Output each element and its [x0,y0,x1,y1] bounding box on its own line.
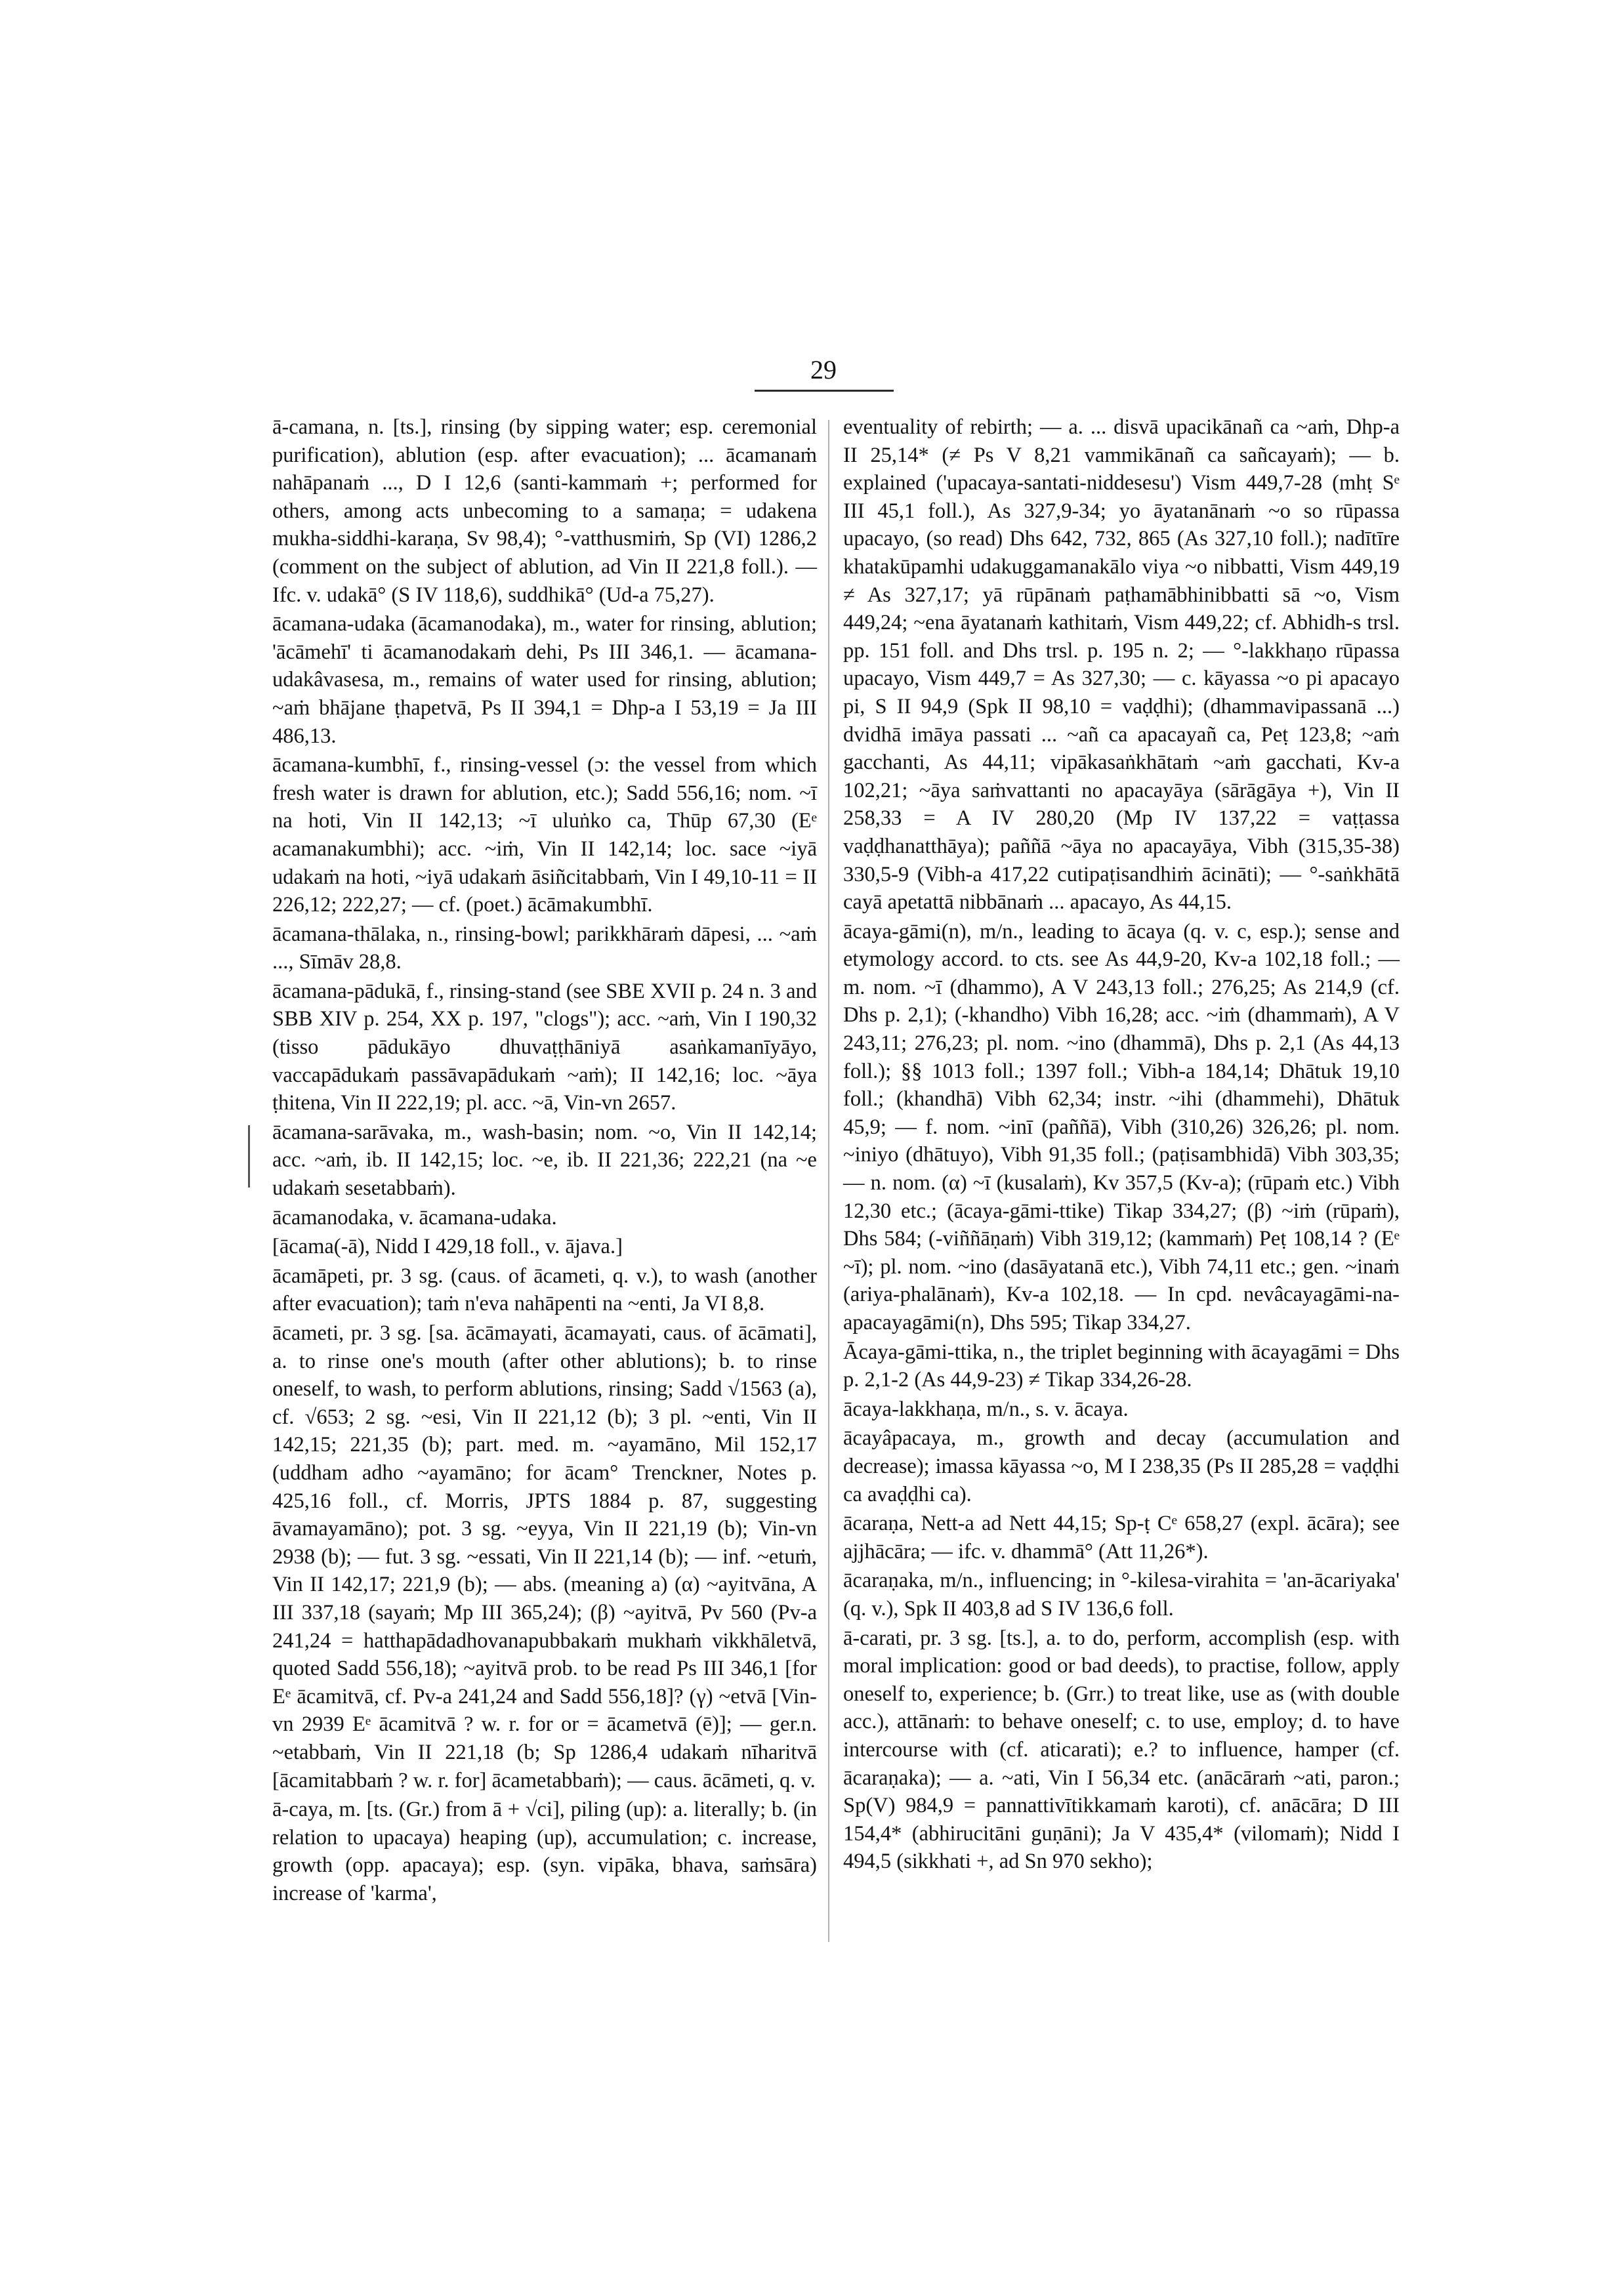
header-rule [755,390,894,392]
entry-acaya-lakkhana: ācaya-lakkhaṇa, m/n., s. v. ācaya. [843,1397,1129,1421]
entry-acarana: ācaraṇa, Nett-a ad Nett 44,15; Sp-ṭ Cᵉ 658,27 (expl. ācāra); see ajjhācāra; — ifc. v. dhammā° (Att 11,26*). [843,1512,1400,1563]
entry-acamana: ā-camana, n. [ts.], rinsing (by sipping water; esp. ceremonial purification), ablution (esp. after evacuation); ... ācamanaṁ nahāpanaṁ ..., D I 12,6 (santi-kammaṁ +; performed for others, among acts unbecoming to a samaṇa; = udakena mukha-siddhi-karaṇa, Sv 98,4); °-vatthusmiṁ, Sp (VI) 1286,2 (comment on the subject of ablution, ad Vin II 221,8 foll.). — Ifc. v. udakā° (S IV 118,6), suddhikā° (Ud-a 75,27). [272,415,817,607]
entry-acaranaka: ācaraṇaka, m/n., influencing; in °-kilesa-virahita = 'an-ācariyaka' (q. v.), Spk II 403,8 ad S IV 136,6 foll. [843,1569,1400,1621]
entry-acamana-kumbhi: ācamana-kumbhī, f., rinsing-vessel (ɔ: the vessel from which fresh water is drawn for ablution, etc.); Sadd 556,16; nom. ~ī na hoti, Vin II 142,13; ~ī uluṅko ca, Thūp 67,30 (Eᵉ acamanakumbhi); acc. ~iṁ, Vin II 142,14; loc. sace ~iyā udakaṁ na hoti, ~iyā udakaṁ āsiñcitabbaṁ, Vin I 49,10-11 = II 226,12; 222,27; — cf. (poet.) ācāmakumbhī. [272,753,817,917]
entry-a-carati: ā-carati, pr. 3 sg. [ts.], a. to do, perform, accomplish (esp. with moral implication: good or bad deeds), to practise, follow, apply oneself to, experience; b. (Grr.) to treat like, use as (with double acc.), attānaṁ: to behave oneself; c. to use, employ; d. to have intercourse with (cf. aticarati); e.? to influence, hamper (cf. ācaraṇaka); — a. ~ati, Vin I 56,34 etc. (anācāraṁ ~ati, paron.; Sp(V) 984,9 = pannattivītikkamaṁ karoti), cf. anācāra; D III 154,4* (abhirucitāni guṇāni); Ja V 435,4* (vilomaṁ); Nidd I 494,5 (sikkhati +, ad Sn 970 sekho); [843,1626,1400,1874]
entry-acamanodaka: ācamanodaka, v. ācamana-udaka. [272,1205,557,1230]
entry-acaya-gami-ttika: Ācaya-gāmi-ttika, n., the triplet beginning with ācayagāmi = Dhs p. 2,1-2 (As 44,9-23) ≠ Tikap 334,26-28. [843,1340,1400,1392]
entry-acameti: ācameti, pr. 3 sg. [sa. ācāmayati, ācamayati, caus. of ācāmati], a. to rinse one's mouth (after other ablutions); b. to rinse oneself, to wash, to perform ablutions, rinsing; Sadd √1563 (a), cf. √653; 2 sg. ~esi, Vin II 221,12 (b); 3 pl. ~enti, Vin II 142,15; 221,35 (b); part. med. m. ~ayamāno, Mil 152,17 (uddham adho ~ayamāno; for ācam° Trenckner, Notes p. 425,16 foll., cf. Morris, JPTS 1884 p. 87, suggesting āvamayamāno); pot. 3 sg. ~eyya, Vin II 221,19 (b); Vin-vn 2938 (b); — fut. 3 sg. ~essati, Vin II 221,14 (b); — inf. ~etuṁ, Vin II 142,17; 221,9 (b); — abs. (meaning a) (α) ~ayitvāna, A III 337,18 (sayaṁ; Mp III 365,24); (β) ~ayitvā, Pv 560 (Pv-a 241,24 = hatthapādadhovanapubbakaṁ mukhaṁ vikkhāletvā, quoted Sadd 556,18); ~ayitvā prob. to be read Ps III 346,1 [for Eᵉ ācamitvā, cf. Pv-a 241,24 and Sadd 556,18]? (γ) ~etvā [Vin-vn 2939 Eᵉ ācamitvā ? w. r. for or = ācametvā (ē)]; — ger.n. ~etabbaṁ, Vin II 221,18 (b; Sp 1286,4 udakaṁ nīharitvā [ācamitabbaṁ ? w. r. for] ācametabbaṁ); — caus. ācāmeti, q. v. [272,1321,817,1792]
entry-acaya: ā-caya, m. [ts. (Gr.) from ā + √ci], piling (up): a. literally; b. (in relation to upacaya) heaping (up), accumulation; c. increase, growth (opp. apacaya); esp. (syn. vipāka, bhava, saṁsāra) increase of 'karma', [272,1798,817,1905]
entry-acamana-udaka: ācamana-udaka (ācamanodaka), m., water for rinsing, ablution; 'ācāmehī' ti ācamanodakaṁ dehi, Ps III 346,1. — ācamana-udakâvasesa, m., remains of water used for rinsing, ablution; ~aṁ bhājane ṭhapetvā, Ps II 394,1 = Dhp-a I 53,19 = Ja III 486,13. [272,612,817,748]
entry-acama: [ācama(-ā), Nidd I 429,18 foll., v. ājava.] [272,1235,623,1259]
entry-acaya-continued: eventuality of rebirth; — a. ... disvā upacikānañ ca ~aṁ, Dhp-a II 25,14* (≠ Ps V 8,21 vammikānañ ca sañcayaṁ); — b. explained ('upacaya-santati-niddesesu') Vism 449,7-28 (mhṭ Sᵉ III 45,1 foll.), As 327,9-34; yo āyatanānaṁ ~o so rūpassa upacayo, (so read) Dhs 642, 732, 865 (As 327,10 foll.); nadītīre khatakūpamhi udakuggamanakālo viya ~o nibbatti, Vism 449,19 ≠ As 327,17; yā rūpānaṁ paṭhamābhinibbatti sā ~o, Vism 449,24; ~ena āyatanaṁ kathitaṁ, Vism 449,22; cf. Abhidh-s trsl. pp. 151 foll. and Dhs trsl. p. 195 n. 2; — °-lakkhaṇo rūpassa upacayo, Vism 449,7 = As 327,30; — c. kāyassa ~o pi apacayo pi, S II 94,9 (Spk II 98,10 = vaḍḍhi); (dhammavipassanā ...) dvidhā imāya passati ... ~añ ca apacayañ ca, Peṭ 123,8; ~aṁ gacchanti, As 44,11; vipākasaṅkhātaṁ ~aṁ gacchati, Kv-a 102,21; ~āya saṁvattanti no apacayāya (sārāgāya +), Vin II 258,33 = A IV 280,20 (Mp IV 137,22 = vaṭṭassa vaḍḍhanatthāya); paññā ~āya no apacayāya, Vibh (315,35-38) 330,5-9 (Vibh-a 417,22 cutipaṭisandhiṁ ācināti); — °-saṅkhātā cayā apetattā nibbānaṁ ... apacayo, As 44,15. [843,415,1400,915]
entry-acamana-thalaka: ācamana-thālaka, n., rinsing-bowl; parikkhāraṁ dāpesi, ... ~aṁ ..., Sīmāv 28,8. [272,922,817,974]
margin-mark [248,1125,250,1188]
right-column [843,413,1400,1877]
entry-acayapacaya: ācayâpacaya, m., growth and decay (accumulation and decrease); imassa kāyassa ~o, M I 238,35 (Ps II 285,28 = vaḍḍhi ca avaḍḍhi ca). [843,1426,1400,1506]
entry-acamana-paduka: ācamana-pādukā, f., rinsing-stand (see SBE XVII p. 24 n. 3 and SBB XIV p. 254, XX p. 197, "clogs"); acc. ~aṁ, Vin I 190,32 (tisso pādukāyo dhuvaṭṭhāniyā asaṅkamanīyāyo, vaccapādukaṁ passāvapādukaṁ ~aṁ); II 142,16; loc. ~āya ṭhitena, Vin II 222,19; pl. acc. ~ā, Vin-vn 2657. [272,979,817,1115]
entry-acaya-gami: ācaya-gāmi(n), m/n., leading to ācaya (q. v. c, esp.); sense and etymology accord. to cts. see As 44,9-20, Kv-a 102,18 foll.; — m. nom. ~ī (dhammo), A V 243,13 foll.; 276,25; As 214,9 (cf. Dhs p. 2,1); (-khandho) Vibh 16,28; acc. ~iṁ (dhammaṁ), A V 243,11; 276,23; pl. nom. ~ino (dhammā), Dhs p. 2,1 (As 44,13 foll.); §§ 1013 foll.; 1397 foll.; Vibh-a 184,14; Dhātuk 19,10 foll.; (khandhā) Vibh 62,34; instr. ~ihi (dhammehi), Dhātuk 45,9; — f. nom. ~inī (paññā), Vibh (310,26) 326,26; pl. nom. ~iniyo (dhātuyo), Vibh 91,35 foll.; (paṭisambhidā) Vibh 303,35; — n. nom. (α) ~ī (kusalaṁ), Kv 357,5 (Kv-a); (rūpaṁ etc.) Vibh 12,30 etc.; (ācaya-gāmi-ttike) Tikap 334,27; (β) ~iṁ (rūpaṁ), Dhs 584; (-viññāṇaṁ) Vibh 319,12; (kammaṁ) Peṭ 108,14 ? (Eᵉ ~ī); pl. nom. ~ino (dasāyatanā etc.), Vibh 74,11 etc.; gen. ~inaṁ (ariya-phalānaṁ), Kv-a 102,18. — In cpd. nevâcayagāmi-na-apacayagāmi(n), Dhs 595; Tikap 334,27. [843,919,1400,1334]
left-column [272,413,817,1909]
page-number: 29 [810,355,837,384]
entry-acamana-saravaka: ācamana-sarāvaka, m., wash-basin; nom. ~o, Vin II 142,14; acc. ~aṁ, ib. II 142,15; loc. ~e, ib. II 221,36; 222,21 (na ~e udakaṁ sesetabbaṁ). [272,1120,817,1201]
entry-acamapeti: ācamāpeti, pr. 3 sg. (caus. of ācameti, q. v.), to wash (another after evacuation); taṁ n'eva nahāpenti na ~enti, Ja VI 8,8. [272,1264,817,1316]
column-divider [828,420,829,1942]
